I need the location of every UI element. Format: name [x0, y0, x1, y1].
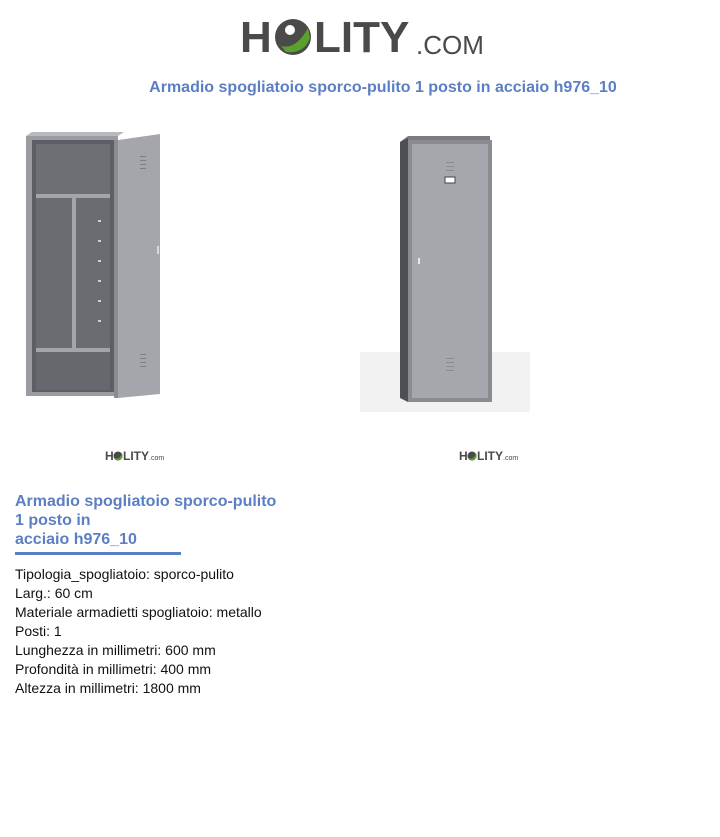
spec-item: Altezza in millimetri: 1800 mm: [15, 680, 201, 696]
product-heading: [15, 492, 295, 549]
holity-logo-small: [459, 448, 519, 464]
product-heading-line: 1 posto in: [15, 512, 91, 529]
locker-closed-image: [360, 132, 530, 412]
svg-text:H: H: [459, 449, 468, 463]
locker-open-image: [18, 128, 178, 403]
logo-o-icon: [275, 19, 311, 55]
spec-list: [15, 565, 262, 698]
logo-letters-lity: LITY: [314, 13, 410, 62]
svg-text:LITY: LITY: [123, 449, 149, 463]
logo-letter-h: H: [240, 13, 272, 62]
product-heading-line: acciaio h976_10: [15, 531, 137, 548]
spec-item: Larg.: 60 cm: [15, 585, 93, 601]
svg-text:.com: .com: [503, 455, 519, 462]
svg-text:.com: .com: [149, 455, 165, 462]
product-heading-line: Armadio spogliatoio sporco-pulito: [15, 493, 277, 510]
logo-suffix: .COM: [416, 30, 484, 60]
spec-item: Tipologia_spogliatoio: sporco-pulito: [15, 566, 234, 582]
svg-text:H: H: [105, 449, 114, 463]
holity-logo-small: [105, 448, 165, 464]
holity-logo[interactable]: [240, 10, 490, 70]
spec-item: Materiale armadietti spogliatoio: metallo: [15, 604, 262, 620]
page-title: Armadio spogliatoio sporco-pulito 1 posto in acciaio h976_10: [149, 79, 617, 96]
spec-item: Posti: 1: [15, 623, 62, 639]
svg-text:LITY: LITY: [477, 449, 503, 463]
spec-item: Profondità in millimetri: 400 mm: [15, 661, 212, 677]
heading-underline: [15, 552, 181, 555]
spec-item: Lunghezza in millimetri: 600 mm: [15, 642, 216, 658]
